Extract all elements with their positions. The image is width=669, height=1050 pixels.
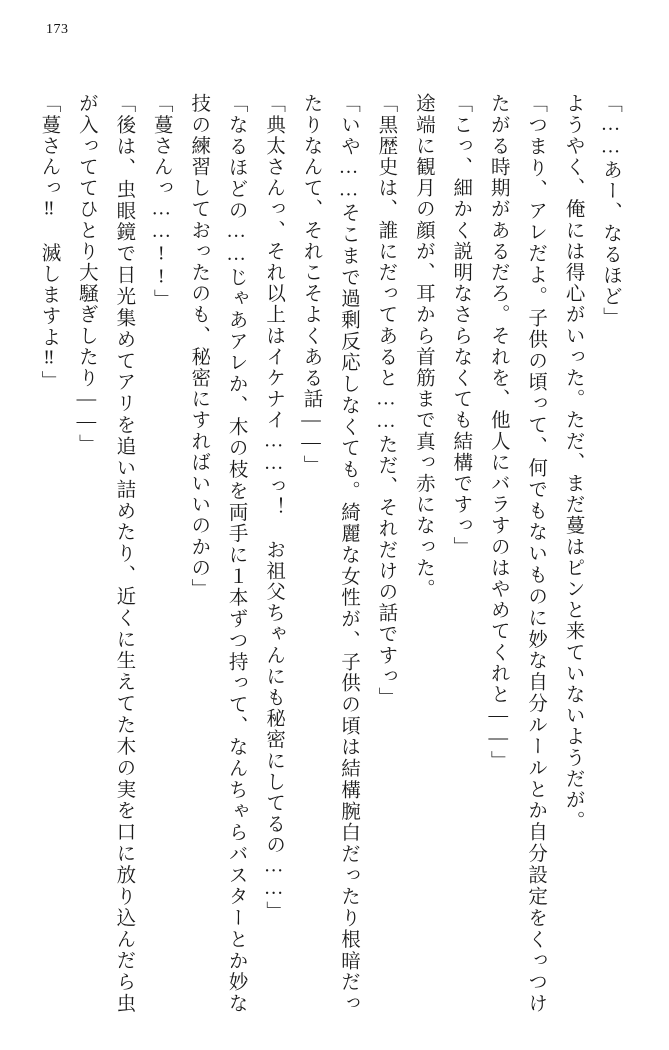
paragraph: 「黒歴史は、誰にだってあると……ただ、それだけの話ですっ」	[375, 93, 397, 708]
paragraph: 「蔓さんっ……!!」	[150, 93, 172, 310]
paragraph: 「……あー、なるほど」	[600, 93, 621, 329]
page-number: 173	[46, 22, 69, 37]
paragraph: 「つまり、アレだよ。子供の頃って、何でもないものに妙な自分ルールとか自分設定をくっつけたがる時期があるだろ。それを、他人にバラすのはやめてくれと――」	[487, 93, 547, 1014]
paragraph: 「いや……そこまで過剰反応しなくても。綺麗な女性が、子供の頃は結構腕白だったり根暗だったりなんて、それこそよくある話――」	[300, 93, 359, 1014]
paragraph: 「後は、虫眼鏡で日光集めてアリを追い詰めたり、近くに生えてた木の実を口に放り込んだら虫が入っててひとり大騒ぎしたり――」	[75, 93, 135, 1014]
page-text-body	[38, 72, 629, 1014]
paragraph: 「蔓さんっ‼ 滅しますよ‼」	[38, 93, 60, 392]
paragraph: 「なるほどの……じゃあアレか、木の枝を両手に１本ずつ持って、なんちゃらバスターとか妙な技の練習しておったのも、秘密にすればいいのかの」	[188, 93, 247, 1014]
paragraph: 「こっ、細かく説明なさらなくても結構ですっ」	[450, 93, 472, 558]
paragraph: 「典太さんっ、それ以上はイケナイ……っ！ お祖父ちゃんにも秘密にしてるの……」	[263, 93, 285, 922]
paragraph: ようやく、俺には得心がいった。ただ、まだ蔓はピンと来ていないようだが。	[562, 93, 584, 832]
paragraph: 途端に観月の顔が、耳から首筋まで真っ赤になった。	[412, 93, 434, 600]
